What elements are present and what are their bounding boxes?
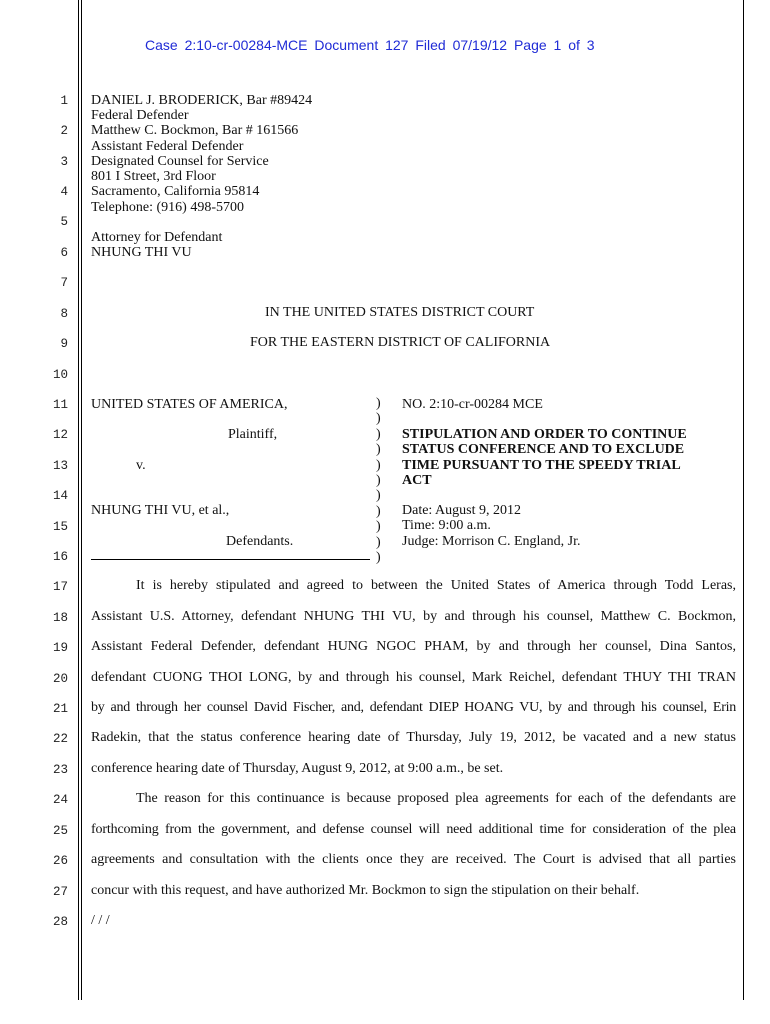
attorney-address: 801 I Street, 3rd Floor — [91, 169, 216, 184]
caption-parentheses: ) ) ) ) ) ) ) ) ) ) ) — [376, 396, 381, 565]
body-line: concur with this request, and have authorized Mr. Bockmon to sign the stipulation on their behalf. — [91, 883, 640, 898]
attorney-designation: Designated Counsel for Service — [91, 154, 269, 169]
caption-underline — [91, 559, 370, 560]
line-number: 24 — [52, 793, 68, 807]
continuation-mark: / / / — [91, 913, 110, 928]
line-number: 25 — [52, 824, 68, 838]
attorney-for-label: Attorney for Defendant — [91, 230, 223, 245]
attorney-name: DANIEL J. BRODERICK, Bar #89424 — [91, 93, 313, 108]
attorney-title: Federal Defender — [91, 108, 189, 123]
line-number: 3 — [60, 155, 68, 169]
attorney-for-client: NHUNG THI VU — [91, 245, 192, 260]
body-line: The reason for this continuance is because proposed plea agreements for each of the defendants are — [136, 791, 736, 806]
versus: v. — [136, 458, 146, 473]
body-line: forthcoming from the government, and defense counsel will need additional time for consideration of the plea — [91, 822, 736, 837]
body-line: Radekin, that the status conference hearing date of Thursday, July 19, 2012, be vacated and a new status — [91, 730, 736, 745]
line-number: 21 — [52, 702, 68, 716]
defendant-party: NHUNG THI VU, et al., — [91, 503, 230, 518]
line-number: 8 — [60, 307, 68, 321]
court-name: IN THE UNITED STATES DISTRICT COURT — [265, 305, 535, 320]
attorney-name: Matthew C. Bockmon, Bar # 161566 — [91, 123, 299, 138]
left-margin-rule-inner — [81, 0, 82, 1000]
line-number: 5 — [60, 215, 68, 229]
line-number: 4 — [60, 185, 68, 199]
body-line: conference hearing date of Thursday, August 9, 2012, at 9:00 a.m., be set. — [91, 761, 504, 776]
body-line: agreements and consultation with the clients once they are received. The Court is advised that all parties — [91, 852, 736, 867]
left-margin-rule — [78, 0, 79, 1000]
line-number: 11 — [52, 398, 68, 412]
line-number: 18 — [52, 611, 68, 625]
line-number: 12 — [52, 428, 68, 442]
line-number: 1 — [60, 94, 68, 108]
body-line: defendant CUONG THOI LONG, by and through his counsel, Mark Reichel, defendant THUY THI TRAN — [91, 670, 736, 685]
document-title: STATUS CONFERENCE AND TO EXCLUDE — [402, 442, 685, 457]
defendant-role: Defendants. — [226, 534, 294, 549]
document-title: STIPULATION AND ORDER TO CONTINUE — [402, 427, 687, 442]
document-title: ACT — [402, 473, 432, 488]
line-number: 28 — [52, 915, 68, 929]
attorney-phone: Telephone: (916) 498-5700 — [91, 200, 244, 215]
line-number: 9 — [60, 337, 68, 351]
line-number: 2 — [60, 124, 68, 138]
line-number: 10 — [52, 368, 68, 382]
line-number: 16 — [52, 550, 68, 564]
line-number: 15 — [52, 520, 68, 534]
line-number: 20 — [52, 672, 68, 686]
line-number: 19 — [52, 641, 68, 655]
line-number: 17 — [52, 580, 68, 594]
judge-name: Judge: Morrison C. England, Jr. — [402, 534, 581, 549]
body-line: by and through her counsel David Fischer, and, defendant DIEP HOANG VU, by and through his counsel, Erin — [91, 700, 736, 715]
court-district: FOR THE EASTERN DISTRICT OF CALIFORNIA — [250, 335, 551, 350]
line-number: 6 — [60, 246, 68, 260]
attorney-title: Assistant Federal Defender — [91, 139, 244, 154]
document-title: TIME PURSUANT TO THE SPEEDY TRIAL — [402, 458, 681, 473]
hearing-date: Date: August 9, 2012 — [402, 503, 521, 518]
plaintiff-party: UNITED STATES OF AMERICA, — [91, 397, 288, 412]
plaintiff-role: Plaintiff, — [228, 427, 278, 442]
case-header: Case 2:10-cr-00284-MCE Document 127 Filed 07/19/12 Page 1 of 3 — [145, 37, 595, 53]
body-line: Assistant Federal Defender, defendant HUNG NGOC PHAM, by and through her counsel, Dina Santos, — [91, 639, 736, 654]
hearing-time: Time: 9:00 a.m. — [402, 518, 491, 533]
line-number: 23 — [52, 763, 68, 777]
attorney-city: Sacramento, California 95814 — [91, 184, 260, 199]
body-line: Assistant U.S. Attorney, defendant NHUNG THI VU, by and through his counsel, Matthew C. Bockmon, — [91, 609, 736, 624]
line-number: 27 — [52, 885, 68, 899]
line-number: 14 — [52, 489, 68, 503]
right-margin-rule — [743, 0, 744, 1000]
body-line: It is hereby stipulated and agreed to between the United States of America through Todd Leras, — [136, 578, 736, 593]
line-number: 22 — [52, 732, 68, 746]
line-number: 7 — [60, 276, 68, 290]
line-number: 26 — [52, 854, 68, 868]
line-number: 13 — [52, 459, 68, 473]
case-number: NO. 2:10-cr-00284 MCE — [402, 397, 543, 412]
